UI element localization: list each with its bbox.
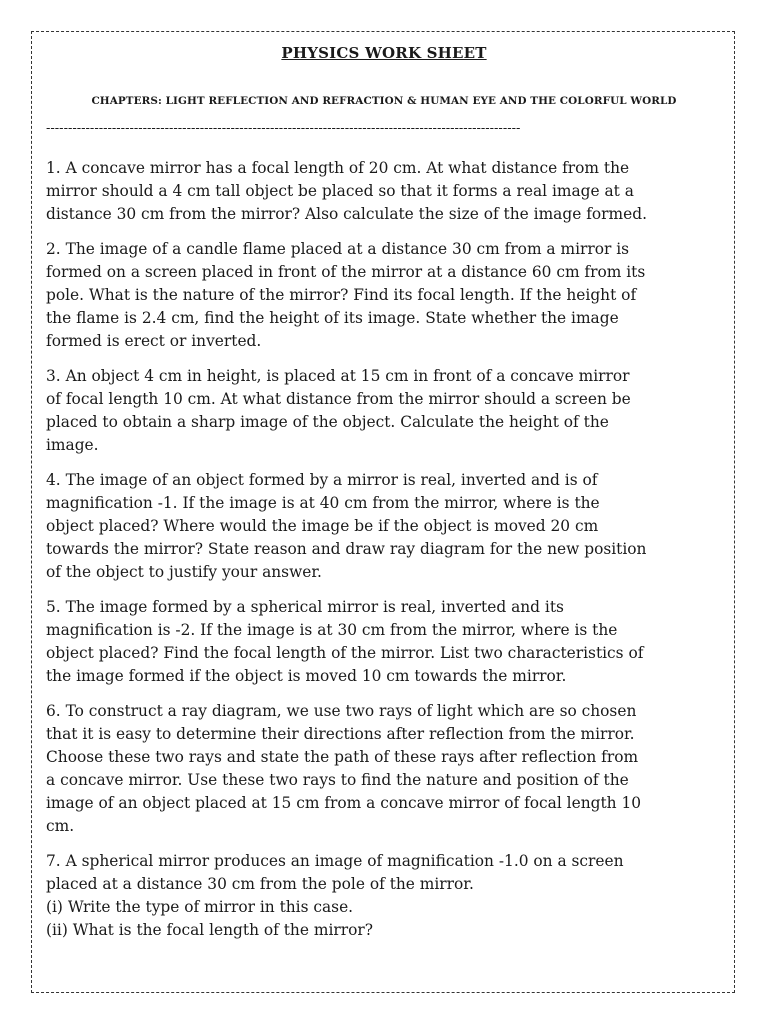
question-line: formed on a screen placed in front of the mirror at a distance 60 cm from its [46, 263, 646, 281]
question-2 [46, 238, 722, 353]
separator-line: ------------------------------------------------------------------------------------------------------------ [46, 121, 521, 136]
question-line: placed at a distance 30 cm from the pole of the mirror. [46, 875, 474, 893]
question-line: magnification -1. If the image is at 40 cm from the mirror, where is the [46, 494, 600, 512]
question-1 [46, 157, 722, 226]
question-3 [46, 365, 722, 457]
question-6 [46, 700, 722, 838]
question-line: 6. To construct a ray diagram, we use two rays of light which are so chosen [46, 702, 637, 720]
question-line: magnification is -2. If the image is at 30 cm from the mirror, where is the [46, 621, 618, 639]
question-line: a concave mirror. Use these two rays to find the nature and position of the [46, 771, 629, 789]
question-line: mirror should a 4 cm tall object be placed so that it forms a real image at a [46, 182, 634, 200]
question-line: image of an object placed at 15 cm from a concave mirror of focal length 10 [46, 794, 642, 812]
question-line: object placed? Find the focal length of the mirror. List two characteristics of [46, 644, 644, 662]
question-line: 4. The image of an object formed by a mirror is real, inverted and is of [46, 471, 598, 489]
question-line: that it is easy to determine their directions after reflection from the mirror. [46, 725, 635, 743]
question-line: 7. A spherical mirror produces an image of magnification -1.0 on a screen [46, 852, 624, 870]
question-line: object placed? Where would the image be if the object is moved 20 cm [46, 517, 599, 535]
question-line: placed to obtain a sharp image of the object. Calculate the height of the [46, 413, 609, 431]
question-line: cm. [46, 817, 75, 835]
question-4 [46, 469, 722, 584]
question-line: image. [46, 436, 99, 454]
question-line: formed is erect or inverted. [46, 332, 262, 350]
worksheet-title: PHYSICS WORK SHEET [281, 44, 487, 62]
question-line: (i) Write the type of mirror in this case. [46, 898, 354, 916]
question-line: towards the mirror? State reason and draw ray diagram for the new position [46, 540, 647, 558]
question-7 [46, 850, 722, 942]
chapters-heading: CHAPTERS: LIGHT REFLECTION AND REFRACTION & HUMAN EYE AND THE COLORFUL WORLD [91, 95, 677, 107]
question-line: 2. The image of a candle flame placed at a distance 30 cm from a mirror is [46, 240, 630, 258]
question-line: 3. An object 4 cm in height, is placed at 15 cm in front of a concave mirror [46, 367, 630, 385]
question-line: the image formed if the object is moved 10 cm towards the mirror. [46, 667, 567, 685]
question-line: (ii) What is the focal length of the mirror? [46, 921, 373, 939]
question-line: distance 30 cm from the mirror? Also calculate the size of the image formed. [46, 205, 647, 223]
question-list [46, 157, 722, 954]
question-line: 1. A concave mirror has a focal length of 20 cm. At what distance from the [46, 159, 630, 177]
question-line: of focal length 10 cm. At what distance from the mirror should a screen be [46, 390, 631, 408]
question-line: pole. What is the nature of the mirror? Find its focal length. If the height of [46, 286, 637, 304]
question-5 [46, 596, 722, 688]
question-line: Choose these two rays and state the path of these rays after reflection from [46, 748, 639, 766]
question-line: of the object to justify your answer. [46, 563, 322, 581]
question-line: the flame is 2.4 cm, find the height of its image. State whether the image [46, 309, 619, 327]
question-line: 5. The image formed by a spherical mirror is real, inverted and its [46, 598, 564, 616]
